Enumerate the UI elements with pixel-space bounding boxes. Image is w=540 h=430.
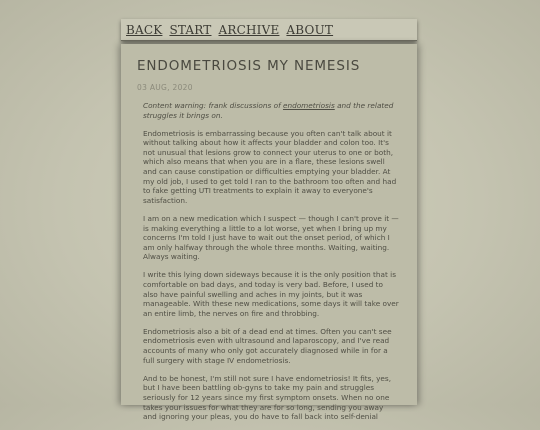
top-navigation: [121, 19, 417, 41]
paragraph-5: And to be honest, I'm still not sure I have endometriosis! It fits, yes, but I have been battling ob-gyns to take my pain and struggles seriously for 12 years since my first symptom onsets. When no one takes your issues for what they are for so long, sending you away and ignoring your pleas, you do have to fall back into self-denial: [143, 373, 392, 422]
paragraph-3: I write this lying down sideways because it is the only position that is comfortable on bad days, and today is very bad. Before, I used to also have painful swelling and aches in my joints, but it was manageable. With these new medications, some days it will take over an entire limb, the nerves on fire and throbbing.: [143, 270, 399, 318]
nav-start-link[interactable]: START: [169, 22, 212, 37]
content-warning-text: Content warning: frank discussions of: [143, 101, 283, 110]
paragraph-4: Endometriosis also a bit of a dead end at times. Often you can't see endometriosis even with ultrasound and laparoscopy, and I've read accounts of many who only got accurately diagnosed while in for a full surgery with stage IV endometriosis.: [143, 326, 392, 365]
nav-back-link[interactable]: BACK: [126, 22, 163, 37]
content-warning-text-end: and the related struggles it brings on.: [143, 101, 394, 120]
endometriosis-link[interactable]: endometriosis: [282, 101, 335, 110]
nav-archive-link[interactable]: ARCHIVE: [218, 22, 280, 37]
post-title: ENDOMETRIOSIS MY NEMESIS: [137, 58, 361, 74]
nav-about-link[interactable]: ABOUT: [286, 22, 334, 37]
post-date: 03 AUG, 2020: [137, 83, 193, 92]
content-warning: [143, 101, 399, 120]
paragraph-1: Endometriosis is embarrassing because you often can't talk about it without talking about how it affects your bladder and colon too. It's not unusual that lesions grow to connect your uterus to one or both, which also means that when you are in a flare, these lesions swell and can cause constipation or difficulties emptying your bladder. At my old job, I used to get told I ran to the bathroom too often and had to fake getting UTI treatments to explain it away to everyone's satisfaction.: [143, 128, 397, 205]
post-article: [121, 44, 417, 422]
post-body: [143, 101, 399, 430]
paragraph-2: I am on a new medication which I suspect — though I can't prove it — is making everything a little to a lot worse, yet when I bring up my concerns I'm told I just have to wait out the onset period, of which I am only halfway through the whole three months. Waiting, waiting. Always waiting.: [143, 213, 399, 262]
